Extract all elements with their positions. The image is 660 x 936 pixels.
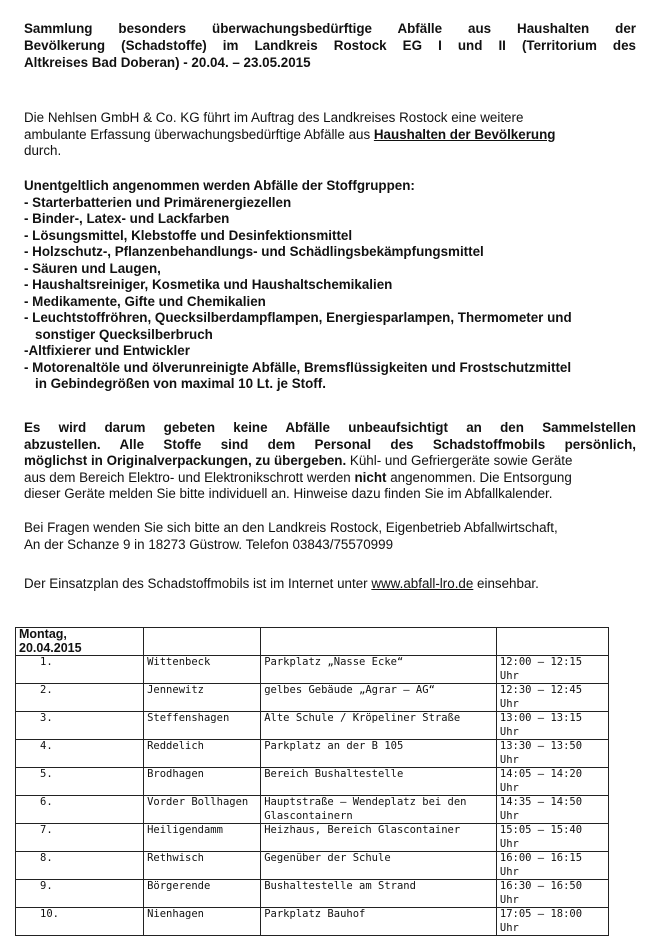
row-time: 15:05 – 15:40 Uhr — [496, 824, 608, 852]
row-number: 1. — [16, 656, 144, 684]
row-place: Brodhagen — [144, 768, 261, 796]
notice-line-3-bold: möglichst in Originalverpackungen, zu übergeben. — [24, 453, 347, 468]
notice-line-3-text: Kühl- und Gefriergeräte sowie Geräte — [346, 453, 573, 468]
list-item: - Haushaltsreiniger, Kosmetika und Haushaltschemikalien — [24, 277, 393, 292]
notice-line-5: dieser Geräte melden Sie bitte individuell an. Hinweise dazu finden Sie im Abfallkalender. — [24, 486, 553, 501]
row-number: 9. — [16, 880, 144, 908]
row-location: Heizhaus, Bereich Glascontainer — [261, 824, 497, 852]
notice-line-4-text: aus dem Bereich Elektro- und Elektronikschrott werden — [24, 469, 355, 485]
notice-line-4-rest: angenommen. Die Entsorgung — [386, 469, 572, 485]
list-item-continuation: in Gebindegrößen von maximal 10 Lt. je Stoff. — [35, 376, 326, 391]
table-row — [16, 824, 609, 852]
intro-emphasis: Haushalten der Bevölkerung — [373, 126, 556, 142]
row-time: 17:05 – 18:00 Uhr — [496, 908, 608, 936]
row-place: Jennewitz — [144, 684, 261, 712]
row-time: 14:05 – 14:20 Uhr — [496, 768, 608, 796]
list-item: - Holzschutz-, Pflanzenbehandlungs- und Schädlingsbekämpfungsmittel — [24, 244, 484, 259]
table-row — [16, 768, 609, 796]
list-item: - Medikamente, Gifte und Chemikalien — [24, 293, 266, 309]
intro-line-2 — [24, 127, 636, 144]
contact-line-2: An der Schanze 9 in 18273 Güstrow. Telefon 03843/75570999 — [24, 536, 394, 552]
row-location: Hauptstraße – Wendeplatz bei den Glascontainern — [261, 796, 497, 824]
row-location: Parkplatz „Nasse Ecke“ — [261, 656, 497, 684]
row-number: 7. — [16, 824, 144, 852]
row-location: Alte Schule / Kröpeliner Straße — [261, 712, 497, 740]
website-link[interactable]: www.abfall-lro.de — [371, 576, 474, 591]
row-place: Rethwisch — [144, 852, 261, 880]
row-time: 12:30 – 12:45 Uhr — [496, 684, 608, 712]
notice-paragraph — [24, 420, 636, 503]
list-item: - Lösungsmittel, Klebstoffe und Desinfektionsmittel — [24, 227, 353, 243]
row-number: 8. — [16, 852, 144, 880]
row-number: 6. — [16, 796, 144, 824]
row-time: 16:30 – 16:50 Uhr — [496, 880, 608, 908]
schedule-header-row — [16, 628, 609, 656]
plan-text: Der Einsatzplan des Schadstoffmobils ist im Internet unter — [24, 576, 372, 591]
row-location: Parkplatz Bauhof — [261, 908, 497, 936]
list-item: - Motorenaltöle und ölverunreinigte Abfälle, Bremsflüssigkeiten und Frostschutzmittel — [24, 359, 572, 375]
intro-paragraph — [24, 110, 636, 160]
row-time: 14:35 – 14:50 Uhr — [496, 796, 608, 824]
accepted-heading: Unentgeltlich angenommen werden Abfälle der Stoffgruppen: — [24, 178, 415, 193]
schedule-day: Montag, — [19, 627, 67, 641]
row-location: Bushaltestelle am Strand — [261, 880, 497, 908]
row-number: 4. — [16, 740, 144, 768]
row-number: 5. — [16, 768, 144, 796]
row-place: Heiligendamm — [144, 824, 261, 852]
list-item: -Altfixierer und Entwickler — [24, 343, 190, 358]
table-row — [16, 908, 609, 936]
row-place: Steffenshagen — [144, 712, 261, 740]
row-time: 12:00 – 12:15 Uhr — [496, 656, 608, 684]
row-number: 2. — [16, 684, 144, 712]
row-time: 13:00 – 13:15 Uhr — [496, 712, 608, 740]
header-empty-cell — [261, 628, 497, 656]
row-place: Vorder Bollhagen — [144, 796, 261, 824]
row-place: Börgerende — [144, 880, 261, 908]
row-time: 16:00 – 16:15 Uhr — [496, 852, 608, 880]
schedule-table — [15, 627, 609, 936]
table-row — [16, 852, 609, 880]
notice-not-emphasis: nicht — [354, 469, 387, 485]
plan-suffix: einsehbar. — [473, 576, 539, 591]
row-time: 13:30 – 13:50 Uhr — [496, 740, 608, 768]
list-item: - Starterbatterien und Primärenergiezellen — [24, 194, 292, 210]
row-location: Bereich Bushaltestelle — [261, 768, 497, 796]
row-number: 3. — [16, 712, 144, 740]
intro-line-2-text: ambulante Erfassung überwachungsbedürftige Abfälle aus — [24, 126, 374, 142]
schedule-day-cell — [16, 628, 144, 656]
contact-line-1: Bei Fragen wenden Sie sich bitte an den Landkreis Rostock, Eigenbetrieb Abfallwirtschaft, — [24, 520, 558, 535]
list-item-continuation: sonstiger Quecksilberbruch — [35, 326, 213, 342]
contact-paragraph — [24, 520, 644, 553]
list-item: - Binder-, Latex- und Lackfarben — [24, 211, 230, 226]
row-place: Wittenbeck — [144, 656, 261, 684]
notice-line-1: Es wird darum gebeten keine Abfälle unbeaufsichtigt an den Sammelstellen — [24, 420, 636, 435]
table-row — [16, 684, 609, 712]
list-item: - Leuchtstoffröhren, Quecksilberdampflampen, Energiesparlampen, Thermometer und — [24, 310, 572, 325]
header-empty-cell — [144, 628, 261, 656]
table-row — [16, 712, 609, 740]
header-empty-cell — [496, 628, 608, 656]
table-row — [16, 740, 609, 768]
title-line-2: Bevölkerung (Schadstoffe) im Landkreis Rostock EG I und II (Territorium des — [24, 38, 636, 53]
row-number: 10. — [16, 908, 144, 936]
intro-line-1: Die Nehlsen GmbH & Co. KG führt im Auftrag des Landkreises Rostock eine weitere — [24, 110, 524, 125]
accepted-waste-list — [24, 178, 644, 393]
table-row — [16, 656, 609, 684]
row-place: Nienhagen — [144, 908, 261, 936]
notice-line-4 — [24, 470, 636, 487]
table-row — [16, 796, 609, 824]
row-location: Parkplatz an der B 105 — [261, 740, 497, 768]
row-place: Reddelich — [144, 740, 261, 768]
title-line-1: Sammlung besonders überwachungsbedürftige Abfälle aus Haushalten der — [24, 21, 636, 36]
schedule-date: 20.04.2015 — [19, 640, 82, 655]
title-line-3: Altkreises Bad Doberan) - 20.04. – 23.05.2015 — [24, 55, 311, 70]
notice-line-2: abzustellen. Alle Stoffe sind dem Personal des Schadstoffmobils persönlich, — [24, 436, 636, 452]
row-location: gelbes Gebäude „Agrar – AG“ — [261, 684, 497, 712]
intro-line-3: durch. — [24, 143, 62, 158]
table-row — [16, 880, 609, 908]
list-item: - Säuren und Laugen, — [24, 260, 161, 276]
notice-line-3 — [24, 453, 636, 470]
plan-paragraph — [24, 576, 539, 591]
row-location: Gegenüber der Schule — [261, 852, 497, 880]
document-title — [24, 20, 636, 71]
